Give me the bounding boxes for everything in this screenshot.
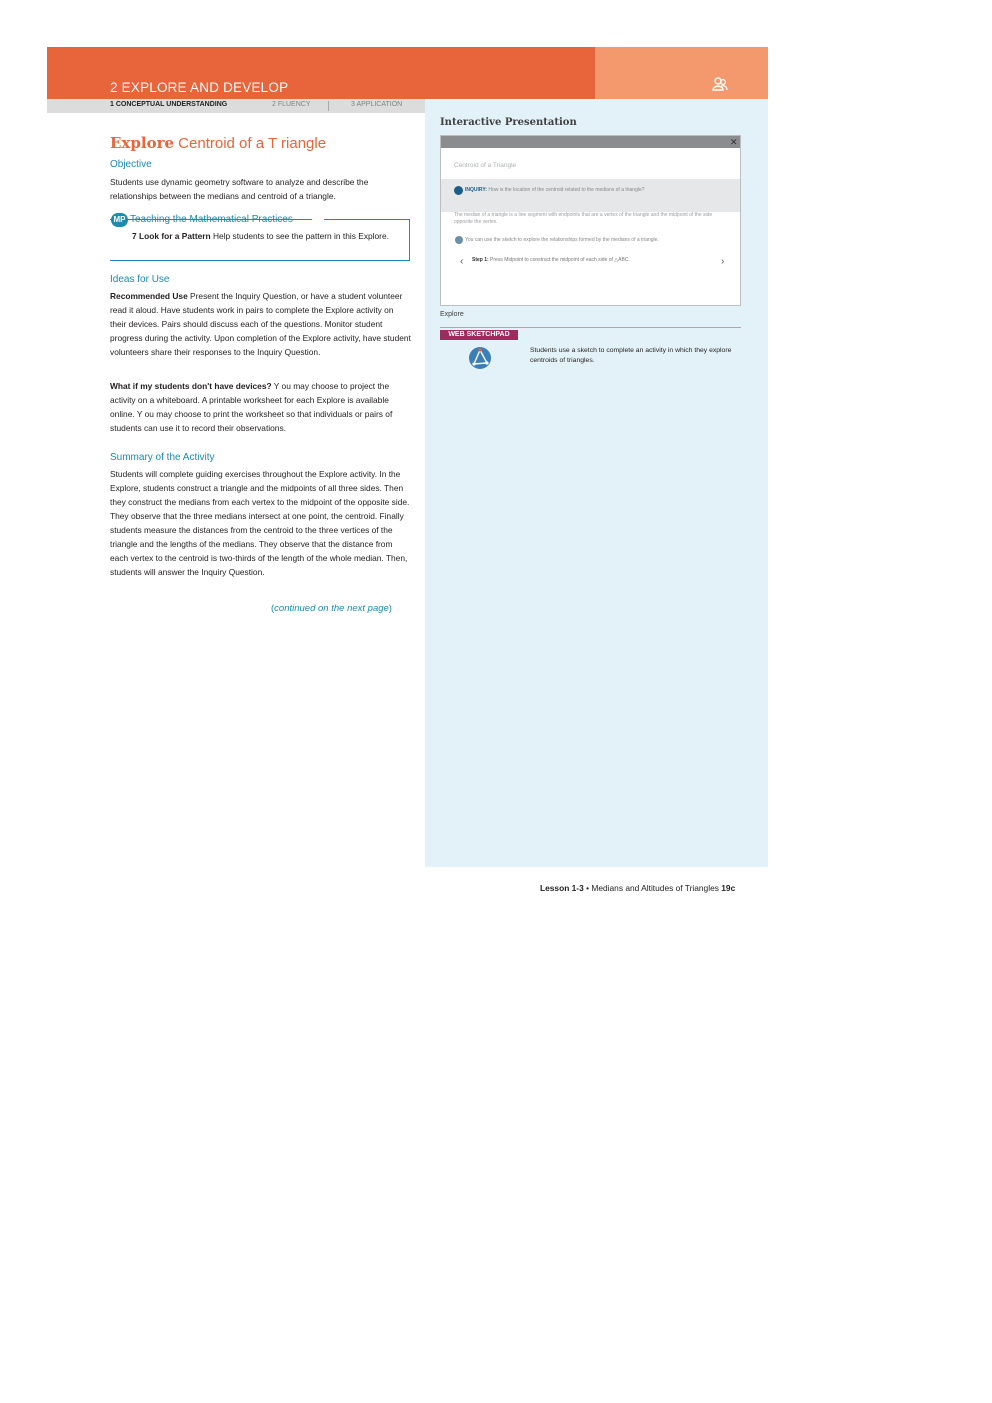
mp-text	[132, 229, 394, 243]
objective-heading: Objective	[110, 159, 152, 170]
inquiry-label: INQUIRY:	[465, 187, 487, 193]
page-footer	[540, 883, 735, 893]
screenshot-sketch-note: You can use the sketch to explore the relationships formed by the medians of a triangle.	[465, 237, 659, 243]
recommended-use-label: Recommended Use	[110, 291, 188, 301]
recommended-use-text: Present the Inquiry Question, or have a student volunteer read it aloud. Have students work in pairs to complete the Explore activity on their devices. Pairs should discuss each of the questions. Monitor student progress during the activity. Upon completion of the Explore activity, have student volunteers share their responses to the Inquiry Question.	[110, 291, 411, 357]
summary-heading: Summary of the Activity	[110, 452, 215, 463]
screenshot-heading: Centroid of a Triangle	[454, 162, 517, 169]
sketchpad-icon	[468, 346, 492, 370]
footer-lesson: Lesson 1-3	[540, 883, 584, 893]
inquiry-question	[465, 187, 645, 193]
mp-practice-label: 7 Look for a Pattern	[132, 231, 211, 241]
continued-text: continued on the next page	[274, 603, 389, 614]
inquiry-icon	[454, 186, 463, 195]
devices-label: What if my students don't have devices?	[110, 381, 272, 391]
inquiry-band	[441, 179, 740, 212]
continued-note: (continued on the next page)	[271, 603, 392, 614]
tab-conceptual-understanding[interactable]: 1 CONCEPTUAL UNDERSTANDING	[110, 101, 228, 108]
chevron-left-icon[interactable]: ‹	[460, 256, 464, 267]
mp-title: Teaching the Mathematical Practices	[130, 214, 293, 225]
interactive-presentation-title: Interactive Presentation	[440, 117, 577, 128]
close-icon[interactable]: ✕	[730, 137, 738, 147]
page-title-bold: Explore	[110, 134, 175, 152]
page-title	[110, 134, 326, 152]
divider	[440, 327, 741, 328]
summary-text: Students will complete guiding exercises throughout the Explore activity. In the Explore, students construct a triangle and the midpoints of all three sides. Then they construct the medians from each vertex to the midpoint of the opposite side. They observe that the three medians intersect at one point, the centroid. Finally students measure the distances from the centroid to the three vertices of the triangle and the lengths of the medians. They observe that the distance from each vertex to the centroid is two-thirds of the length of the whole median. Then, students will answer the Inquiry Question.	[110, 469, 410, 577]
screenshot-step	[472, 257, 630, 263]
group-icon	[712, 76, 728, 92]
info-icon	[455, 236, 463, 244]
tab-divider	[328, 101, 329, 111]
footer-title: • Medians and Altitudes of Triangles	[583, 883, 722, 893]
screenshot-median-definition: The median of a triangle is a line segment with endpoints that are a vertex of the triangle and the midpoint of the side opposite the vertex.	[454, 212, 713, 225]
header-side-band	[595, 47, 768, 99]
step-text: Press Midpoint to construct the midpoint of each side of △ABC.	[488, 257, 630, 263]
section-title: 2 EXPLORE AND DEVELOP	[110, 80, 289, 95]
screenshot-titlebar	[441, 136, 740, 148]
ideas-heading: Ideas for Use	[110, 274, 170, 285]
mp-practice-text: Help students to see the pattern in this Explore.	[210, 231, 389, 241]
tab-fluency[interactable]: 2 FLUENCY	[272, 101, 311, 108]
inquiry-text: How is the location of the centroid related to the medians of a triangle?	[486, 187, 645, 193]
mp-badge-icon: MP	[111, 213, 128, 227]
web-sketchpad-description: Students use a sketch to complete an activity in which they explore centroids of triangles.	[530, 347, 732, 364]
screenshot-caption: Explore	[440, 311, 464, 318]
page-title-rest: Centroid of a T riangle	[174, 135, 327, 152]
recommended-use-paragraph	[110, 289, 412, 359]
step-label: Step 1:	[472, 257, 489, 263]
objective-text: Students use dynamic geometry software to analyze and describe the relationships between the medians and centroid of a triangle.	[110, 177, 369, 201]
chevron-right-icon[interactable]: ›	[721, 256, 725, 267]
web-sketchpad-tag: WEB SKETCHPAD	[440, 330, 518, 340]
page-number: 19c	[721, 883, 736, 893]
devices-paragraph	[110, 379, 412, 435]
devices-text: Y ou may choose to project the activity on a whiteboard. A printable worksheet for each Explore is available online. Y ou may choose to print the worksheet so that individuals or pairs of students can use it to record their observations.	[110, 381, 393, 433]
tab-application[interactable]: 3 APPLICATION	[351, 101, 403, 108]
